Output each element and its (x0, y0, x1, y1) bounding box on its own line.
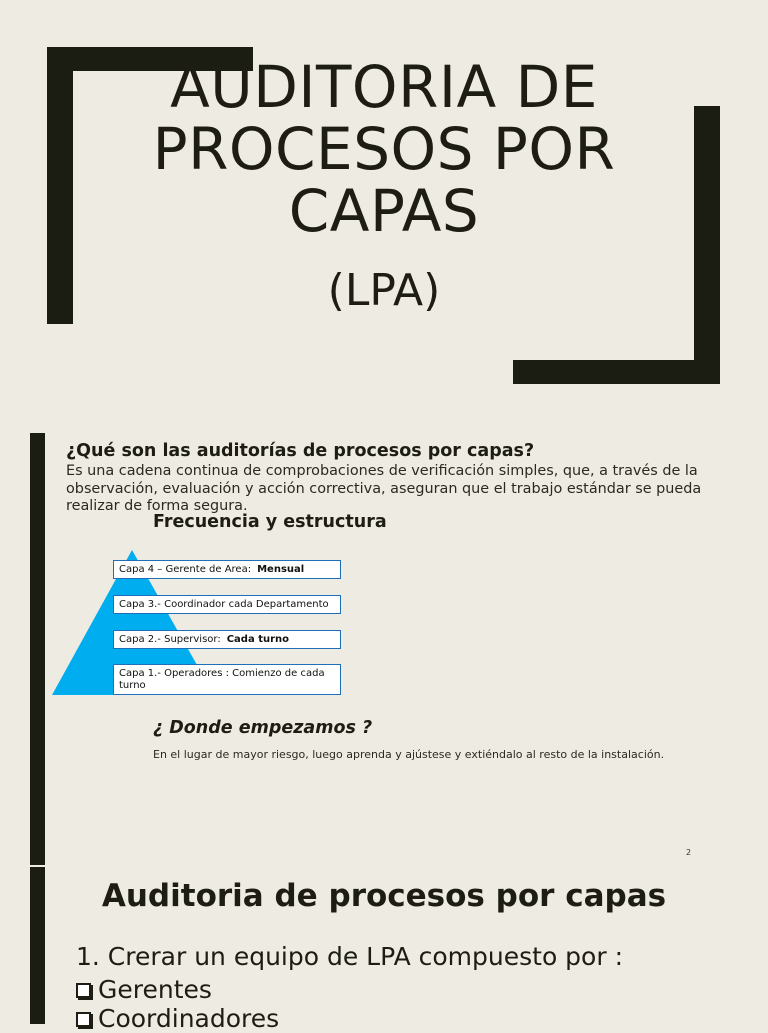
slide-2-left-bar (30, 433, 45, 865)
slide-3-title: Auditoria de procesos por capas (101, 878, 667, 914)
layer-1-box (113, 664, 341, 695)
layer-2-frequency: Cada turno (226, 633, 290, 645)
checkbox-icon (76, 1012, 91, 1027)
layer-3-label: Capa 3.- Coordinador cada Departamento (119, 598, 329, 610)
layer-3-box (113, 595, 341, 614)
checkbox-icon (76, 983, 91, 998)
layer-2-box (113, 630, 341, 649)
lpa-question-heading: ¿Qué son las auditorías de procesos por capas? (66, 441, 535, 461)
frame-corner-bottom-right-vertical (694, 106, 720, 384)
layer-4-label: Capa 4 – Gerente de Area: (119, 563, 252, 575)
layer-2-label: Capa 2.- Supervisor: (119, 633, 221, 645)
checklist-item-coordinadores (76, 1005, 279, 1033)
layer-4-frequency: Mensual (257, 563, 305, 575)
page-number: 2 (686, 848, 692, 857)
frame-corner-bottom-right-horizontal (513, 360, 720, 384)
checklist-item-label: Gerentes (98, 975, 212, 1004)
slide-1-subtitle: (LPA) (327, 265, 441, 316)
where-to-start-heading: ¿ Donde empezamos ? (153, 718, 373, 738)
team-step-text: 1. Crerar un equipo de LPA compuesto por : (76, 942, 623, 971)
frame-corner-top-left-vertical (47, 47, 73, 324)
lpa-description: Es una cadena continua de comprobaciones de verificación simples, que, a través de la observación, evaluación y acción correctiva, aseguran que el trabajo estándar se pueda realizar de forma segura. (66, 463, 702, 514)
slide-1-title: AUDITORIA DE PROCESOS POR CAPAS (152, 53, 616, 245)
checklist-item-gerentes (76, 976, 212, 1004)
where-to-start-answer: En el lugar de mayor riesgo, luego aprenda y ajústese y extiéndalo al resto de la instalación. (153, 748, 665, 761)
layer-1-label: Capa 1.- Operadores : Comienzo de cada turno (119, 667, 325, 691)
checklist-item-label: Coordinadores (98, 1004, 280, 1033)
layer-4-box (113, 560, 341, 579)
frequency-heading: Frecuencia y estructura (153, 512, 387, 532)
